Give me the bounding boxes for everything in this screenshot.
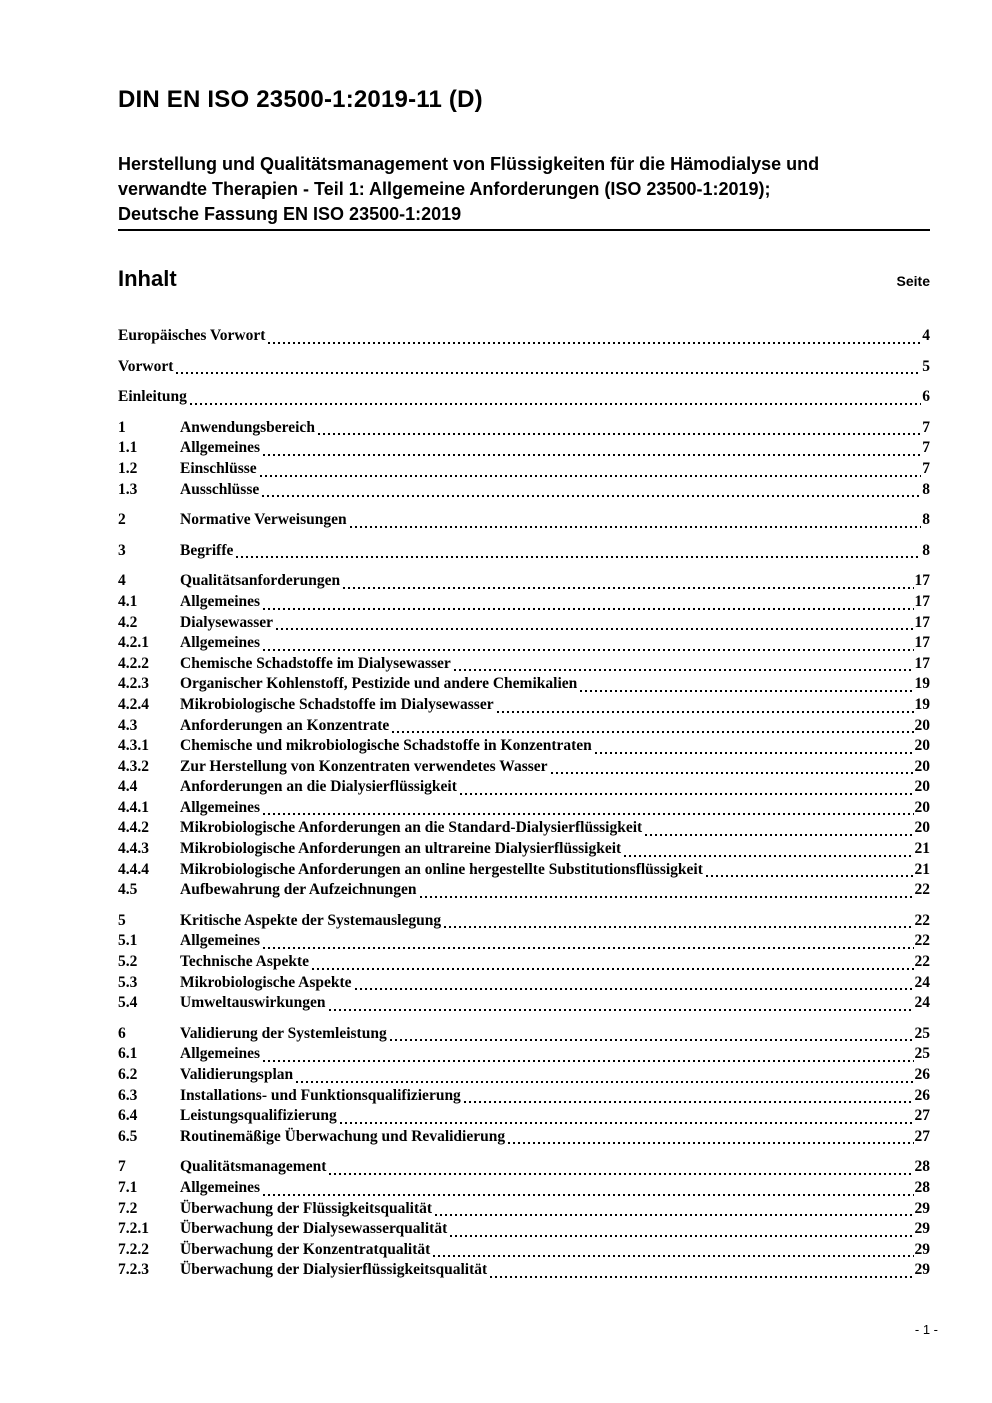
toc-entry-title: Vorwort <box>118 357 174 375</box>
dot-leader <box>263 813 913 815</box>
toc-entry <box>118 1179 930 1200</box>
dot-leader <box>450 1235 913 1237</box>
toc-entry-page: 29 <box>914 1240 930 1258</box>
toc-entry-number: 7.1 <box>118 1178 138 1196</box>
toc-entry-title: Allgemeines <box>180 1178 261 1196</box>
dot-leader <box>490 1276 913 1278</box>
toc-entry-title: Begriffe <box>180 541 234 559</box>
toc-entry-title: Umweltauswirkungen <box>180 994 326 1012</box>
toc-entry-title: Ausschlüsse <box>180 480 260 498</box>
dot-leader <box>350 526 922 528</box>
toc-entry <box>118 1241 930 1262</box>
toc-entry <box>118 974 930 995</box>
dot-leader <box>276 628 914 630</box>
toc-entry <box>118 912 930 933</box>
toc-entry-number: 4.1 <box>118 592 138 610</box>
toc-entry-number: 4.4.3 <box>118 840 149 858</box>
dot-leader <box>460 793 914 795</box>
toc-entry-number: 6.5 <box>118 1127 138 1145</box>
toc-entry-page: 17 <box>914 634 930 652</box>
toc-entry-page: 22 <box>914 881 930 899</box>
toc-entry-title: Überwachung der Dialysewasserqualität <box>180 1220 448 1238</box>
dot-leader <box>433 1255 913 1257</box>
dot-leader <box>263 454 921 456</box>
toc-entry-number: 4.2.1 <box>118 634 149 652</box>
toc-entry-number: 4.4 <box>118 778 138 796</box>
toc-entry-title: Organischer Kohlenstoff, Pestizide und andere Chemikalien <box>180 675 578 693</box>
toc-entry-page: 17 <box>914 613 930 631</box>
dot-leader <box>263 947 913 949</box>
toc-entry-number: 4.2 <box>118 613 138 631</box>
toc-entry-title: Anwendungsbereich <box>180 418 315 436</box>
toc-entry <box>118 593 930 614</box>
toc-entry-number: 4.4.4 <box>118 860 149 878</box>
toc-entry-page: 21 <box>914 860 930 878</box>
toc-entry-title: Einleitung <box>118 388 187 406</box>
toc-entry <box>118 840 930 861</box>
toc-entry-page: 20 <box>914 778 930 796</box>
toc-entry-number: 5 <box>118 911 126 929</box>
subtitle-line-3: Deutsche Fassung EN ISO 23500-1:2019 <box>118 204 462 224</box>
toc-entry-title: Normative Verweisungen <box>180 511 347 529</box>
toc-entry-title: Kritische Aspekte der Systemauslegung <box>180 911 442 929</box>
toc-entry <box>118 799 930 820</box>
toc-entry <box>118 1045 930 1066</box>
toc-entry-number: 4.2.2 <box>118 654 149 672</box>
subtitle-line-1: Herstellung und Qualitätsmanagement von Flüssigkeiten für die Hämodialyse und <box>118 154 820 174</box>
toc-entry-page: 7 <box>922 459 930 477</box>
toc-entry <box>118 994 930 1015</box>
toc-entry <box>118 1087 930 1108</box>
toc-entry-title: Anforderungen an Konzentrate <box>180 716 390 734</box>
toc-entry-number: 7.2.1 <box>118 1220 149 1238</box>
toc-entry <box>118 419 930 440</box>
toc-entry-title: Allgemeines <box>180 634 261 652</box>
dot-leader <box>645 834 913 836</box>
dot-leader <box>176 372 921 374</box>
toc-entry-title: Mikrobiologische Aspekte <box>180 973 352 991</box>
toc-entry <box>118 819 930 840</box>
toc-entry-number: 7 <box>118 1158 126 1176</box>
dot-leader <box>355 988 914 990</box>
toc-entry <box>118 737 930 758</box>
dot-leader <box>392 731 913 733</box>
dot-leader <box>236 556 921 558</box>
toc-entry-title: Dialysewasser <box>180 613 273 631</box>
toc-entry-page: 27 <box>914 1107 930 1125</box>
toc-entry-title: Allgemeines <box>180 592 261 610</box>
toc-entry <box>118 1128 930 1149</box>
toc-entry-page: 20 <box>914 716 930 734</box>
toc-entry-page: 26 <box>914 1086 930 1104</box>
toc-entry-number: 4.5 <box>118 881 138 899</box>
toc-entry-page: 29 <box>914 1199 930 1217</box>
toc-entry <box>118 460 930 481</box>
toc-entry-page: 6 <box>922 388 930 406</box>
toc-entry <box>118 655 930 676</box>
toc-entry-page: 20 <box>914 737 930 755</box>
toc-entry <box>118 1220 930 1241</box>
dot-leader <box>464 1101 914 1103</box>
toc-entry <box>118 511 930 532</box>
toc-entry <box>118 439 930 460</box>
toc-entry <box>118 1261 930 1282</box>
dot-leader <box>268 342 921 344</box>
dot-leader <box>190 403 921 405</box>
toc-entry-page: 20 <box>914 757 930 775</box>
dot-leader <box>435 1214 913 1216</box>
toc-entry <box>118 932 930 953</box>
toc-entry-title: Mikrobiologische Schadstoffe im Dialysewasser <box>180 695 494 713</box>
dot-leader <box>263 1194 913 1196</box>
toc-entry <box>118 758 930 779</box>
toc-entry-number: 7.2 <box>118 1199 138 1217</box>
dot-leader <box>263 1060 913 1062</box>
toc-entry-page: 25 <box>914 1024 930 1042</box>
toc-entry-title: Überwachung der Flüssigkeitsqualität <box>180 1199 433 1217</box>
page-footer <box>118 1322 938 1337</box>
toc-entry-title: Routinemäßige Überwachung und Revalidierung <box>180 1127 506 1145</box>
toc-entry-number: 7.2.2 <box>118 1240 149 1258</box>
toc-entry <box>118 572 930 593</box>
toc-entry <box>118 1158 930 1179</box>
toc-entry-page: 5 <box>922 357 930 375</box>
dot-leader <box>508 1142 913 1144</box>
toc-entry-number: 6.3 <box>118 1086 138 1104</box>
toc-entry-page: 27 <box>914 1127 930 1145</box>
toc-entry-title: Anforderungen an die Dialysierflüssigkeit <box>180 778 457 796</box>
toc-entry-title: Validierung der Systemleistung <box>180 1024 387 1042</box>
toc-entry-page: 22 <box>914 911 930 929</box>
toc-entry <box>118 1025 930 1046</box>
toc-entry-page: 22 <box>914 932 930 950</box>
dot-leader <box>329 1173 913 1175</box>
toc-entry-title: Validierungsplan <box>180 1066 294 1083</box>
toc-entry-title: Chemische und mikrobiologische Schadstoffe in Konzentraten <box>180 737 592 755</box>
toc-entry-page: 24 <box>914 973 930 991</box>
toc-entry <box>118 778 930 799</box>
toc-entry-number: 4 <box>118 572 126 590</box>
toc-entry-title: Allgemeines <box>180 1045 261 1063</box>
toc-entry-title: Qualitätsmanagement <box>180 1158 327 1176</box>
dot-leader <box>318 433 921 435</box>
toc-header <box>118 266 930 292</box>
toc-entry-number: 4.2.3 <box>118 675 149 693</box>
toc-entry <box>118 881 930 902</box>
toc-entry <box>118 358 930 379</box>
toc-entry-number: 4.4.2 <box>118 819 149 837</box>
dot-leader <box>580 690 913 692</box>
toc-entry-title: Einschlüsse <box>180 459 257 477</box>
toc-entry <box>118 1200 930 1221</box>
toc-entry-number: 7.2.3 <box>118 1261 149 1279</box>
toc-entry <box>118 717 930 738</box>
toc-entry-number: 1.3 <box>118 480 138 498</box>
toc-entry <box>118 861 930 882</box>
dot-leader <box>312 968 913 970</box>
dot-leader <box>595 752 914 754</box>
subtitle-line-2: verwandte Therapien - Teil 1: Allgemeine Anforderungen (ISO 23500-1:2019); <box>118 179 771 199</box>
dot-leader <box>263 608 913 610</box>
toc-entry-page: 29 <box>914 1261 930 1279</box>
toc-entry-number: 4.2.4 <box>118 695 149 713</box>
toc-entry <box>118 696 930 717</box>
document-code-title: DIN EN ISO 23500-1:2019-11 (D) <box>118 86 483 113</box>
toc-entry <box>118 542 930 563</box>
toc-entry <box>118 1107 930 1128</box>
toc-entry <box>118 675 930 696</box>
toc-entry-number: 6 <box>118 1024 126 1042</box>
toc-entry-title: Mikrobiologische Anforderungen an online hergestellte Substitutionsflüssigkeit <box>180 860 703 878</box>
toc-entry-number: 5.1 <box>118 932 138 950</box>
toc-entry <box>118 953 930 974</box>
toc-entry-page: 29 <box>914 1220 930 1238</box>
header-divider <box>118 229 930 231</box>
dot-leader <box>262 495 921 497</box>
toc-entry-number: 5.4 <box>118 994 138 1012</box>
toc-entry-number: 6.4 <box>118 1107 138 1125</box>
toc-entry-page: 19 <box>914 695 930 713</box>
toc-entry-title: Chemische Schadstoffe im Dialysewasser <box>180 654 451 672</box>
toc-entry-page: 26 <box>914 1066 930 1083</box>
toc-entry-number: 4.3.2 <box>118 757 149 775</box>
toc-entry-page: 20 <box>914 819 930 837</box>
footer-page-number: - 1 - <box>914 1322 938 1337</box>
toc-entry-title: Allgemeines <box>180 932 261 950</box>
dot-leader <box>444 926 913 928</box>
toc-entry-title: Aufbewahrung der Aufzeichnungen <box>180 881 417 899</box>
dot-leader <box>624 855 913 857</box>
toc-entry-number: 4.4.1 <box>118 798 149 816</box>
toc-entry-title: Überwachung der Dialysierflüssigkeitsqualität <box>180 1261 488 1279</box>
dot-leader <box>260 475 922 477</box>
toc-entry-number: 4.3 <box>118 716 138 734</box>
toc-entry-number: 1.2 <box>118 459 138 477</box>
dot-leader <box>343 587 913 589</box>
toc-entry-page: 8 <box>922 480 930 498</box>
toc-entry-title: Zur Herstellung von Konzentraten verwendetes Wasser <box>180 757 548 775</box>
toc-entry-title: Qualitätsanforderungen <box>180 572 341 590</box>
toc-entry-number: 6.2 <box>118 1066 138 1083</box>
toc-entry-title: Leistungsqualifizierung <box>180 1107 337 1125</box>
toc-entry-number: 5.3 <box>118 973 138 991</box>
toc-entry-title: Allgemeines <box>180 439 261 457</box>
toc-entry-page: 20 <box>914 798 930 816</box>
toc-entry-number: 1.1 <box>118 439 138 457</box>
toc-entry-title: Europäisches Vorwort <box>118 327 266 344</box>
toc-entry-title: Installations- und Funktionsqualifizierung <box>180 1086 461 1104</box>
toc-entry-title: Überwachung der Konzentratqualität <box>180 1240 431 1258</box>
toc-entry-page: 17 <box>914 572 930 590</box>
toc-entry-number: 2 <box>118 511 126 529</box>
document-subtitle <box>118 152 819 227</box>
toc-entry-page: 17 <box>914 654 930 672</box>
toc-entry-number: 5.2 <box>118 953 138 971</box>
toc-entry <box>118 327 930 348</box>
dot-leader <box>329 1009 914 1011</box>
dot-leader <box>296 1081 913 1083</box>
toc-entry-page: 25 <box>914 1045 930 1063</box>
toc-entry <box>118 1066 930 1087</box>
toc-entry-title: Technische Aspekte <box>180 953 310 971</box>
toc-list <box>118 317 930 1282</box>
toc-entry <box>118 634 930 655</box>
toc-entry-page: 19 <box>914 675 930 693</box>
toc-entry-page: 7 <box>922 439 930 457</box>
dot-leader <box>420 896 914 898</box>
dot-leader <box>340 1122 914 1124</box>
toc-entry-page: 8 <box>922 511 930 529</box>
dot-leader <box>551 772 914 774</box>
dot-leader <box>497 711 914 713</box>
dot-leader <box>454 669 914 671</box>
toc-entry-title: Mikrobiologische Anforderungen an ultrareine Dialysierflüssigkeit <box>180 840 622 858</box>
toc-entry <box>118 388 930 409</box>
toc-entry-title: Mikrobiologische Anforderungen an die Standard-Dialysierflüssigkeit <box>180 819 643 837</box>
toc-entry-page: 22 <box>914 953 930 971</box>
toc-entry <box>118 614 930 635</box>
toc-entry-title: Allgemeines <box>180 798 261 816</box>
toc-heading: Inhalt <box>118 266 177 291</box>
dot-leader <box>706 875 914 877</box>
page-column-label: Seite <box>896 273 930 289</box>
toc-entry-number: 1 <box>118 418 126 436</box>
toc-entry-page: 4 <box>922 327 930 344</box>
toc-entry-page: 17 <box>914 592 930 610</box>
toc-entry-number: 4.3.1 <box>118 737 149 755</box>
toc-entry-page: 24 <box>914 994 930 1012</box>
dot-leader <box>263 649 913 651</box>
toc-entry-number: 6.1 <box>118 1045 138 1063</box>
dot-leader <box>390 1039 914 1041</box>
toc-entry <box>118 481 930 502</box>
toc-entry-number: 3 <box>118 541 126 559</box>
toc-entry-page: 21 <box>914 840 930 858</box>
toc-entry-page: 28 <box>914 1158 930 1176</box>
toc-entry-page: 7 <box>922 418 930 436</box>
toc-entry-page: 28 <box>914 1178 930 1196</box>
toc-entry-page: 8 <box>922 541 930 559</box>
